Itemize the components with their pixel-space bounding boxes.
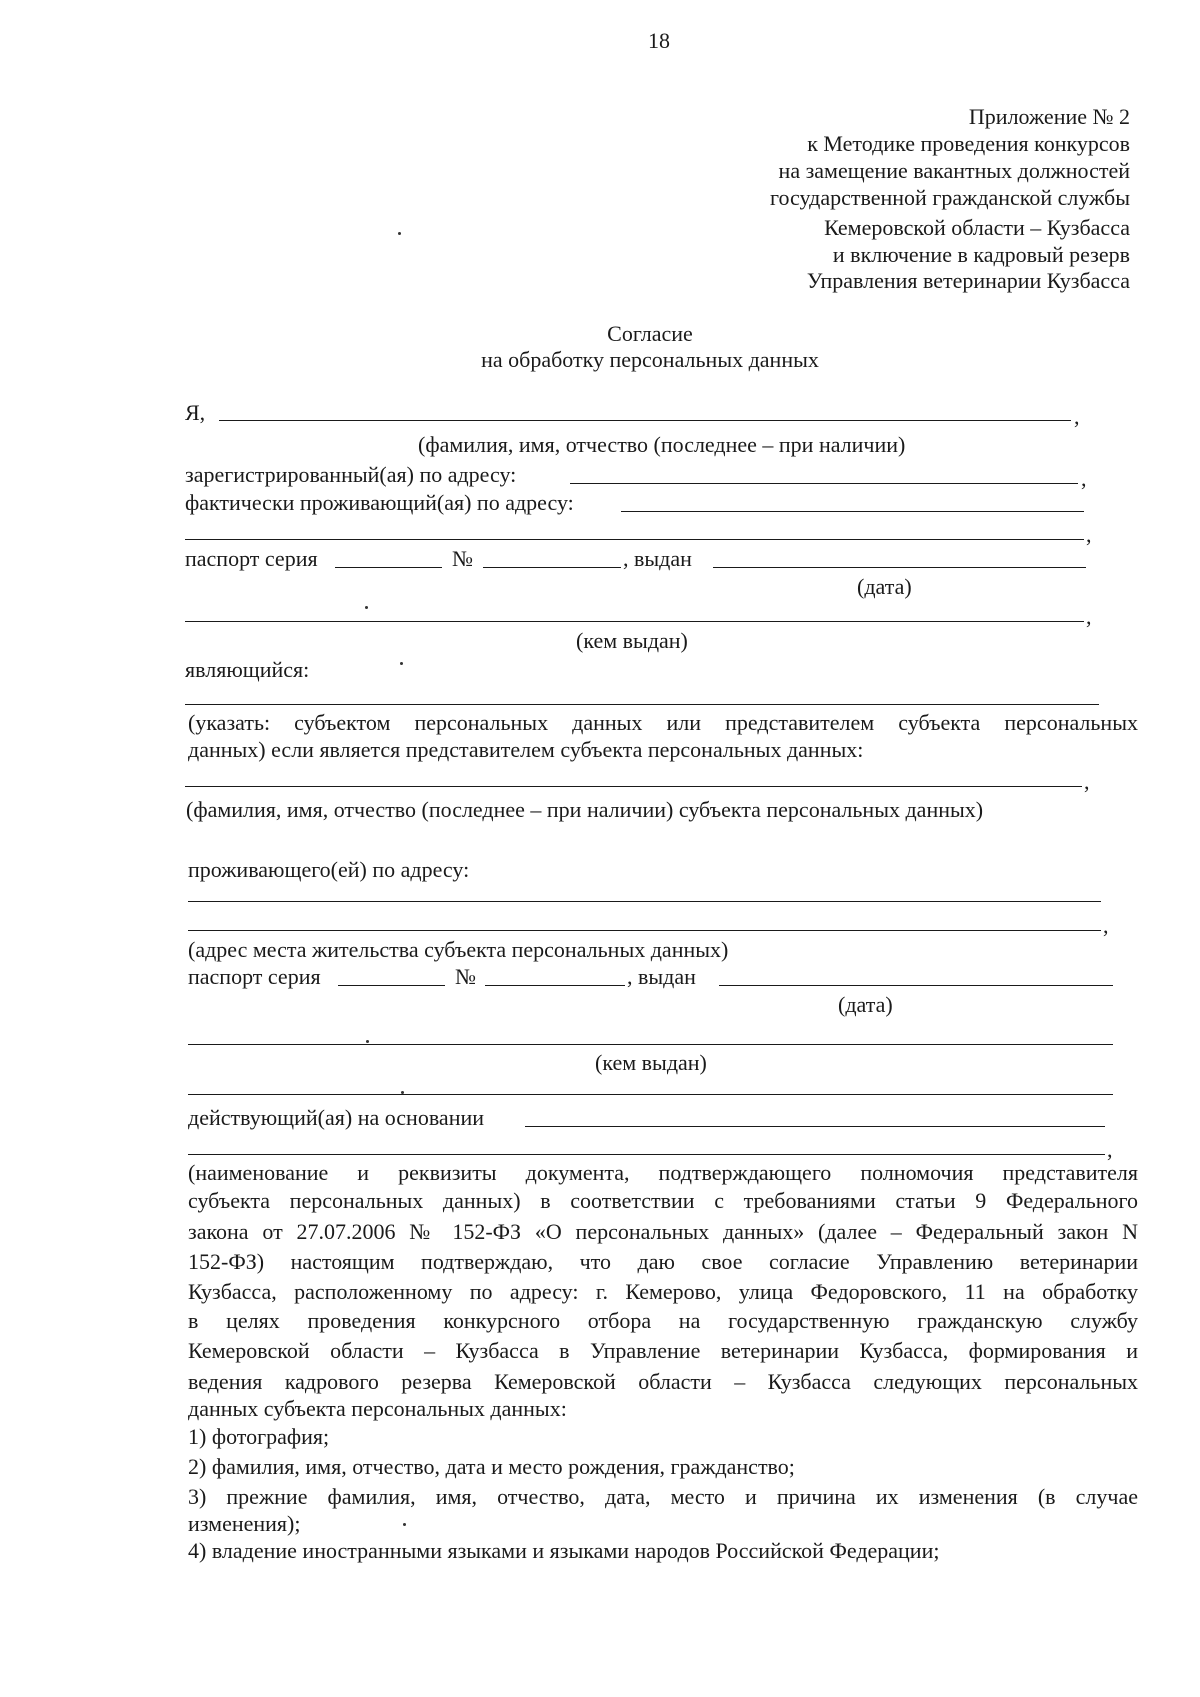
representative-extra-field[interactable] [188,1094,1113,1095]
fio-field[interactable] [219,420,1071,421]
comma: , [1074,404,1080,429]
appendix-line: и включение в кадровый резерв [832,242,1130,267]
specify-caption-line: (указать: субъектом персональных данных или представителем субъекта персональных [188,710,1138,735]
actual-address-field-2[interactable] [185,539,1084,540]
passport-date-field[interactable] [713,567,1086,568]
passport-series-field-2[interactable] [338,985,445,986]
paragraph-line: закона от 27.07.2006 № 152-ФЗ «О персональных данных» (далее – Федеральный закон N [188,1219,1138,1244]
scan-speck [366,1040,369,1043]
passport-series-label-2: паспорт серия [188,964,321,989]
number-sign-2: № [455,964,476,989]
paragraph-line: ведения кадрового резерва Кемеровской области – Кузбасса следующих персональных [188,1369,1138,1394]
paragraph-line: в целях проведения конкурсного отбора на государственную гражданскую службу [188,1308,1138,1333]
comma: , [1107,1137,1113,1162]
actual-address-field[interactable] [621,511,1084,512]
comma: , [1103,913,1109,938]
scan-speck [400,662,403,665]
scan-speck [401,1091,404,1094]
paragraph-line: Кузбасса, расположенному по адресу: г. Кемерово, улица Федоровского, 11 на обработку [188,1279,1138,1304]
appendix-line: на замещение вакантных должностей [778,158,1130,183]
comma: , [1081,466,1087,491]
issued-by-field[interactable] [185,621,1084,622]
passport-number-field[interactable] [483,567,621,568]
date-caption-2: (дата) [838,992,893,1017]
subject-fio-field[interactable] [185,786,1082,787]
passport-series-field[interactable] [335,567,442,568]
issued-by-caption: (кем выдан) [576,628,688,653]
list-item: 1) фотография; [188,1424,330,1449]
acting-basis-field[interactable] [525,1126,1105,1127]
number-sign: № [452,546,473,571]
issued-label-2: , выдан [627,964,696,989]
subject-address-caption: (адрес места жительства субъекта персональных данных) [188,937,729,962]
residing-label: проживающего(ей) по адресу: [188,857,470,882]
passport-date-field-2[interactable] [719,985,1113,986]
list-item-continuation: изменения); [188,1511,301,1536]
acting-basis-field-2[interactable] [188,1154,1105,1155]
appendix-line: Приложение № 2 [968,104,1130,129]
being-label: являющийся: [185,657,310,682]
appendix-line: к Методике проведения конкурсов [807,131,1130,156]
comma: , [1086,604,1092,629]
paragraph-line: 152-ФЗ) настоящим подтверждаю, что даю свое согласие Управлению ветеринарии [188,1249,1138,1274]
appendix-line: государственной гражданской службы [770,185,1130,210]
passport-number-field-2[interactable] [485,985,625,986]
subject-address-field-2[interactable] [188,930,1101,931]
document-subtitle: на обработку персональных данных [481,347,819,372]
actual-address-label: фактически проживающий(ая) по адресу: [185,490,574,515]
fio-caption: (фамилия, имя, отчество (последнее – при наличии) [418,432,906,457]
paragraph-line: Кемеровской области – Кузбасса в Управление ветеринарии Кузбасса, формирования и [188,1338,1138,1363]
subject-address-field[interactable] [188,901,1101,902]
appendix-line: Кемеровской области – Кузбасса [824,215,1130,240]
scan-speck [398,232,401,235]
comma: , [1086,522,1092,547]
registered-address-field[interactable] [570,483,1078,484]
subject-fio-caption: (фамилия, имя, отчество (последнее – при наличии) субъекта персональных данных) [186,797,984,822]
paragraph-line: субъекта персональных данных) в соответствии с требованиями статьи 9 Федерального [188,1188,1138,1213]
paragraph-last-line: данных субъекта персональных данных: [188,1396,567,1421]
comma: , [1084,769,1090,794]
appendix-line: Управления ветеринарии Кузбасса [806,268,1130,293]
issued-label: , выдан [623,546,692,571]
issued-by-field-2[interactable] [188,1044,1113,1045]
list-item: 4) владение иностранными языками и языками народов Российской Федерации; [188,1538,940,1563]
specify-caption-line: данных) если является представителем субъекта персональных данных: [188,737,864,762]
issued-by-caption-2: (кем выдан) [595,1050,707,1075]
registered-label: зарегистрированный(ая) по адресу: [185,462,517,487]
document-title: Согласие [607,321,693,346]
page-number: 18 [648,28,670,53]
status-field[interactable] [185,704,1099,705]
paragraph-line: (наименование и реквизиты документа, подтверждающего полномочия представителя [188,1160,1138,1185]
scan-speck [403,1523,406,1526]
date-caption: (дата) [857,574,912,599]
list-item: 3) прежние фамилия, имя, отчество, дата, место и причина их изменения (в случае [188,1484,1138,1509]
acting-basis-label: действующий(ая) на основании [188,1105,485,1130]
list-item: 2) фамилия, имя, отчество, дата и место рождения, гражданство; [188,1454,795,1479]
ya-label: Я, [185,400,206,425]
scan-speck [365,606,368,609]
passport-series-label: паспорт серия [185,546,318,571]
